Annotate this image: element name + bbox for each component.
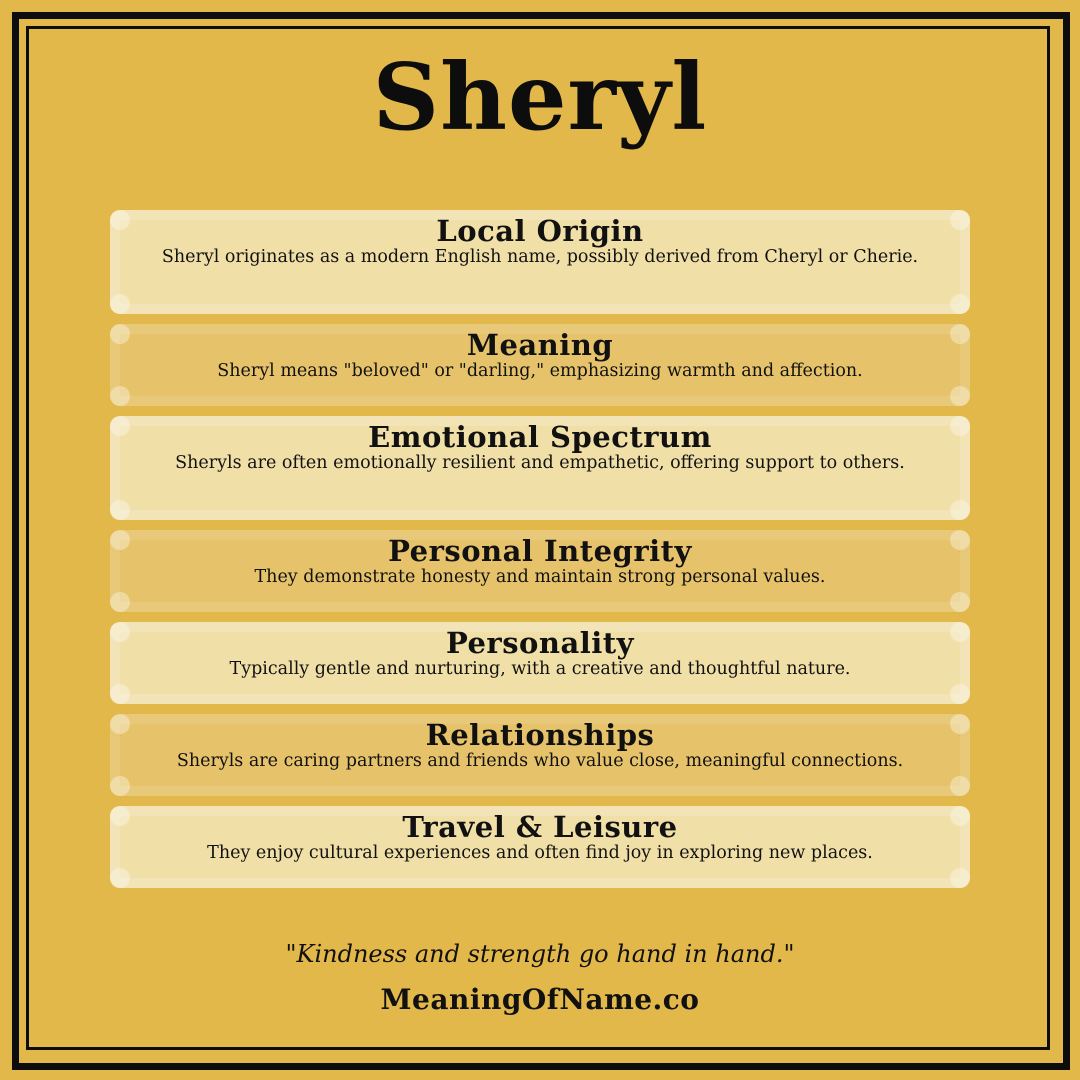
- section-card-travel-leisure: [110, 806, 970, 888]
- corner-dot: [110, 500, 130, 520]
- section-card-personality: [110, 622, 970, 704]
- corner-dot: [110, 714, 130, 734]
- corner-dot: [950, 714, 970, 734]
- section-heading: Local Origin: [436, 214, 644, 248]
- corner-dot: [110, 294, 130, 314]
- section-text: Sheryl means "beloved" or "darling," emphasizing warmth and affection.: [217, 361, 863, 381]
- corner-dot: [110, 386, 130, 406]
- corner-dot: [110, 416, 130, 436]
- section-heading: Personal Integrity: [388, 534, 692, 568]
- corner-dot: [950, 684, 970, 704]
- corner-dot: [110, 622, 130, 642]
- corner-dot: [110, 530, 130, 550]
- corner-dot: [950, 530, 970, 550]
- corner-dot: [950, 416, 970, 436]
- corner-dot: [950, 500, 970, 520]
- section-heading: Relationships: [425, 718, 655, 752]
- corner-dot: [950, 806, 970, 826]
- corner-dot: [950, 592, 970, 612]
- corner-dot: [950, 868, 970, 888]
- corner-dot: [950, 776, 970, 796]
- section-card-emotional-spectrum: [110, 416, 970, 520]
- corner-dot: [110, 806, 130, 826]
- corner-dot: [110, 592, 130, 612]
- section-text: Sheryl originates as a modern English name, possibly derived from Cheryl or Cherie.: [161, 247, 919, 267]
- section-card-meaning: [110, 324, 970, 406]
- section-card-personal-integrity: [110, 530, 970, 612]
- corner-dot: [110, 684, 130, 704]
- name-title: Sheryl: [372, 43, 708, 151]
- corner-dot: [110, 776, 130, 796]
- corner-dot: [950, 324, 970, 344]
- section-heading: Emotional Spectrum: [368, 420, 712, 454]
- corner-dot: [110, 324, 130, 344]
- section-card-relationships: [110, 714, 970, 796]
- section-text: Sheryls are caring partners and friends who value close, meaningful connections.: [176, 751, 904, 771]
- section-heading: Meaning: [466, 328, 614, 362]
- section-text: They enjoy cultural experiences and often find joy in exploring new places.: [207, 843, 873, 863]
- section-text: Typically gentle and nurturing, with a creative and thoughtful nature.: [229, 659, 851, 679]
- website-footer: MeaningOfName.co: [380, 983, 700, 1016]
- quote-text: "Kindness and strength go hand in hand.": [285, 940, 795, 968]
- corner-dot: [950, 386, 970, 406]
- section-text: They demonstrate honesty and maintain strong personal values.: [254, 567, 826, 587]
- section-text: Sheryls are often emotionally resilient and empathetic, offering support to others.: [175, 453, 905, 473]
- corner-dot: [110, 868, 130, 888]
- corner-dot: [110, 210, 130, 230]
- section-heading: Travel & Leisure: [402, 810, 678, 844]
- section-card-local-origin: [110, 210, 970, 314]
- corner-dot: [950, 622, 970, 642]
- corner-dot: [950, 210, 970, 230]
- section-heading: Personality: [445, 626, 635, 660]
- corner-dot: [950, 294, 970, 314]
